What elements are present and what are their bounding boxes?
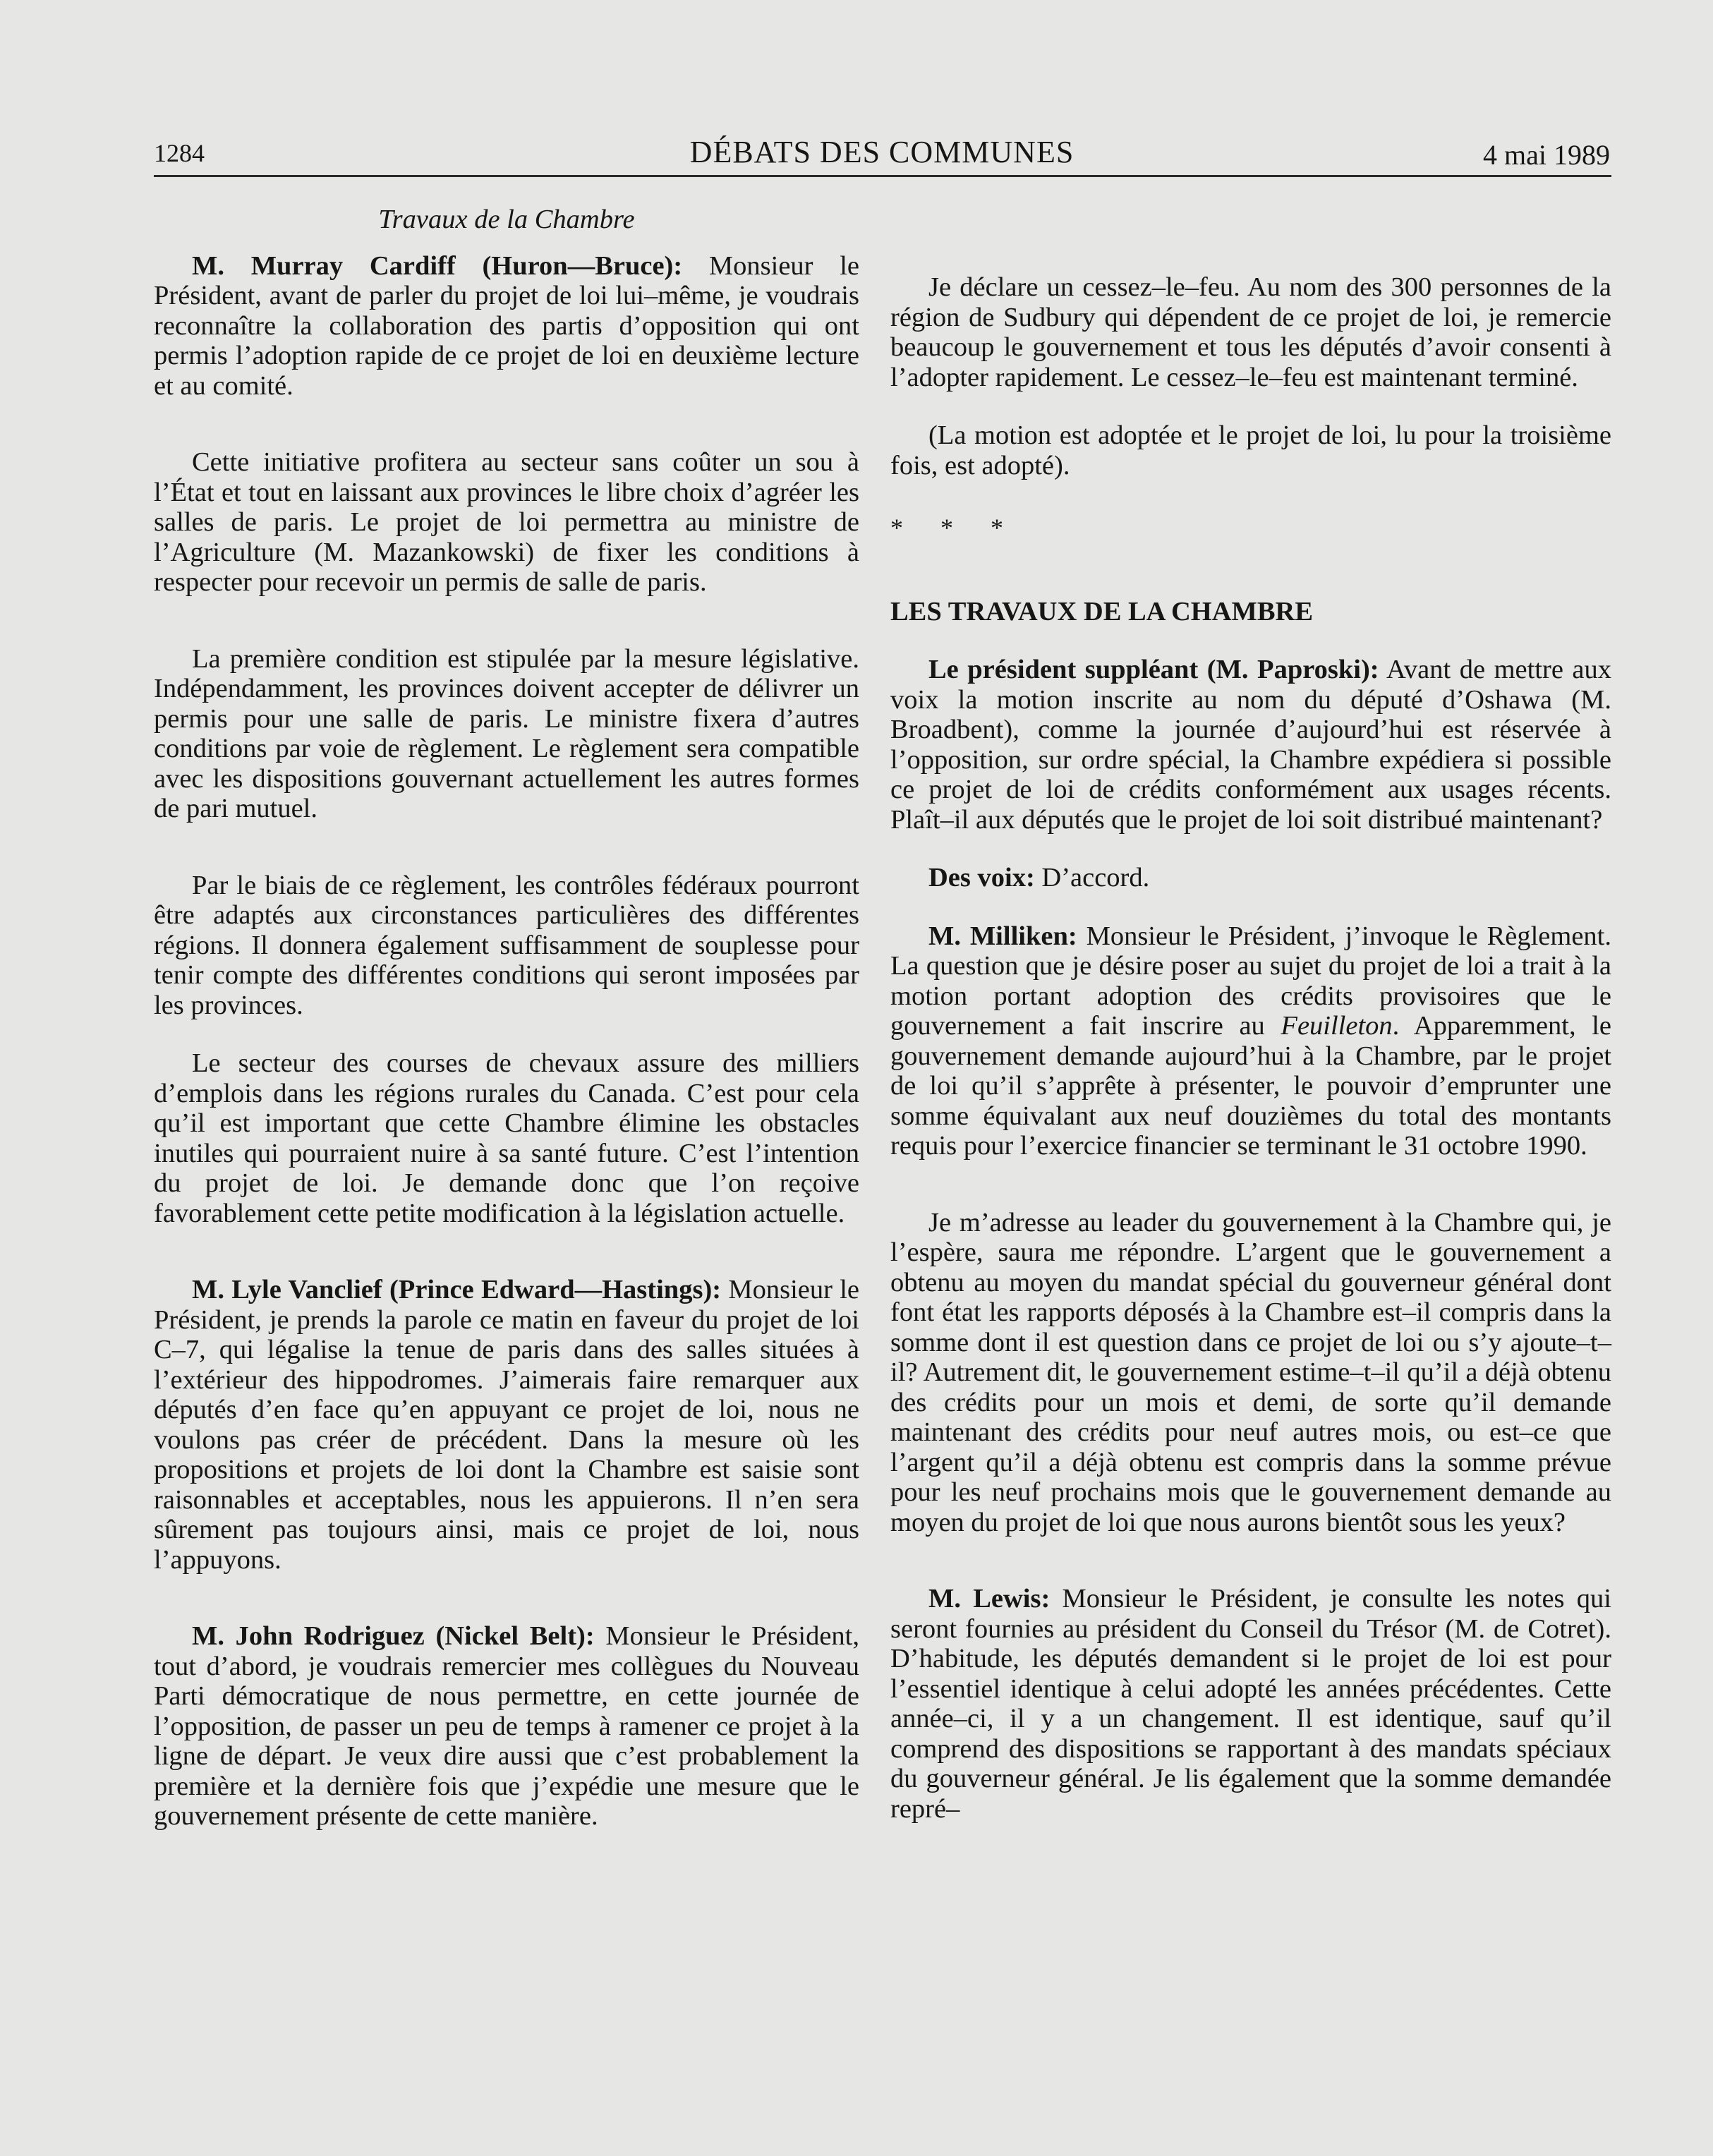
left-column	[154, 205, 859, 1831]
header-rule	[154, 175, 1611, 177]
speaker-name: M. John Rodriguez (Nickel Belt):	[192, 1621, 595, 1651]
paragraph: Je m’adresse au leader du gouvernement à la Chambre qui, je l’espère, saura me répondre. L’argent que le gouvernement a obtenu au moyen du mandat spécial du gouverneur général dont font état les rapports déposés à la Chambre est–il compris dans la somme dont il est question dans ce projet de loi ou s’y ajoute–t–il? Autrement dit, le gouvernement estime–t–il qu’il a déjà obtenu des crédits pour un mois et demi, de sorte qu’il demande maintenant des crédits pour neuf autres mois, ou est–ce que l’argent qu’il a déjà obtenu est compris dans la somme prévue pour les neuf prochains mois que le gouvernement demande au moyen du projet de loi que nous aurons bientôt sous les yeux?	[890, 1207, 1611, 1537]
speech-milliken	[890, 921, 1611, 1161]
speech-cardiff	[154, 251, 859, 401]
speech-vanclief	[154, 1275, 859, 1575]
paragraph: La première condition est stipulée par la mesure législative. Indépendamment, les provinces doivent accepter de délivrer un permis pour une salle de paris. Le ministre fixera d’autres conditions par voie de règlement. Le règlement sera compatible avec les dispositions gouvernant actuellement les autres formes de pari mutuel.	[154, 643, 859, 823]
speech-text: Monsieur le Président, tout d’abord, je voudrais remercier mes collègues du Nouveau Parti démocratique de nous permettre, en cette journée de l’opposition, de passer un peu de temps à ramener ce projet à la ligne de départ. Je veux dire aussi que c’est probablement la première et la dernière fois que j’expédie une mesure que le gouvernement présente de cette manière.	[154, 1621, 859, 1831]
speaker-name: Le président suppléant (M. Paproski):	[928, 655, 1379, 684]
speaker-name: Des voix:	[928, 863, 1035, 892]
speech-text: Monsieur le Président, avant de parler du projet de loi lui–même, je voudrais reconnaître la collaboration des partis d’opposition qui ont permis l’adoption rapide de ce projet de loi en deuxième lecture et au comité.	[154, 250, 859, 401]
speech-text: Avant de mettre aux voix la motion inscrite au nom du député d’Oshawa (M. Broadbent), comme la journée d’aujourd’hui est réservée à l’opposition, sur ordre spécial, la Chambre expédiera si possible ce projet de loi de crédits conformément aux usages récents. Plaît–il aux députés que le projet de loi soit distribué maintenant?	[890, 655, 1611, 835]
speaker-name: M. Milliken:	[928, 921, 1077, 951]
section-kicker: Travaux de la Chambre	[378, 205, 635, 234]
paragraph: Cette initiative profitera au secteur sans coûter un sou à l’État et tout en laissant aux provinces le libre choix d’agréer les salles de paris. Le projet de loi permettra au ministre de l’Agriculture (M. Mazankowski) de fixer les conditions à respecter pour recevoir un permis de salle de paris.	[154, 447, 859, 597]
procedural-note: (La motion est adoptée et le projet de loi, lu pour la troisième fois, est adopté).	[890, 420, 1611, 480]
section-heading: LES TRAVAUX DE LA CHAMBRE	[890, 596, 1314, 626]
speaker-name: M. Murray Cardiff (Huron—Bruce):	[192, 250, 683, 281]
page-number: 1284	[154, 139, 205, 167]
section-separator: * * *	[890, 514, 1019, 542]
paragraph: Le secteur des courses de chevaux assure des milliers d’emplois dans les régions rurales du Canada. C’est pour cela qu’il est important que cette Chambre élimine les obstacles inutiles qui pourraient nuire à sa santé future. C’est l’intention du projet de loi. Je demande donc que l’on reçoive favorablement cette petite modification à la législation actuelle.	[154, 1048, 859, 1228]
speech-text: . Apparemment, le gouvernement demande aujourd’hui à la Chambre, par le projet de loi qu’il s’apprête à présenter, le pouvoir d’emprunter une somme équivalant aux neuf douzièmes du total des montants requis pour l’exercice financier se terminant le 31 octobre 1990.	[890, 1011, 1612, 1161]
page-header	[154, 134, 1610, 176]
speech-text: D’accord.	[1034, 863, 1150, 892]
right-column	[890, 205, 1611, 1824]
issue-date: 4 mai 1989	[1483, 139, 1610, 171]
speech-text: Monsieur le Président, je consulte les notes qui seront fournies au président du Conseil du Trésor (M. de Cotret). D’habitude, les députés demandent si le projet de loi est pour l’essentiel identique à celui adopté les années précédentes. Cette année–ci, il y a un changement. Il est identique, sauf qu’il comprend des dispositions se rapportant à des mandats spéciaux du gouverneur général. Je lis également que la somme demandée repré–	[890, 1584, 1611, 1824]
paragraph: Par le biais de ce règlement, les contrôles fédéraux pourront être adaptés aux circonstances particulières des différentes régions. Il donnera également suffisamment de souplesse pour tenir compte des différentes conditions qui seront imposées par les provinces.	[154, 870, 859, 1020]
speech-text: Monsieur le Président, j’invoque le Règlement. La question que je désire poser au sujet du projet de loi a trait à la motion portant adoption des crédits provisoires que le gouvernement a fait inscrire au	[890, 921, 1611, 1041]
publication-title: Feuilleton	[1281, 1011, 1393, 1041]
paragraph: Je déclare un cessez–le–feu. Au nom des 300 personnes de la région de Sudbury qui dépendent de ce projet de loi, je remercie beaucoup le gouvernement et tous les députés d’avoir consenti à l’adopter rapidement. Le cessez–le–feu est maintenant terminé.	[890, 272, 1611, 392]
speech-paproski	[890, 655, 1611, 835]
speech-voices	[890, 863, 1611, 893]
speech-lewis	[890, 1584, 1611, 1824]
speaker-name: M. Lewis:	[928, 1584, 1051, 1613]
speech-text: Monsieur le Président, je prends la parole ce matin en faveur du projet de loi C–7, qui légalise la tenue de paris dans des salles situées à l’extérieur des hippodromes. J’aimerais faire remarquer aux députés d’en face qu’en appuyant ce projet de loi, nous ne voulons pas créer de précédent. Dans la mesure où les propositions et projets de loi dont la Chambre est saisie sont raisonnables et acceptables, nous les appuierons. Il n’en sera sûrement pas toujours ainsi, mais ce projet de loi, nous l’appuyons.	[154, 1275, 859, 1575]
speech-rodriguez	[154, 1621, 859, 1831]
journal-title: DÉBATS DES COMMUNES	[689, 135, 1075, 169]
speaker-name: M. Lyle Vanclief (Prince Edward—Hastings):	[192, 1275, 722, 1304]
